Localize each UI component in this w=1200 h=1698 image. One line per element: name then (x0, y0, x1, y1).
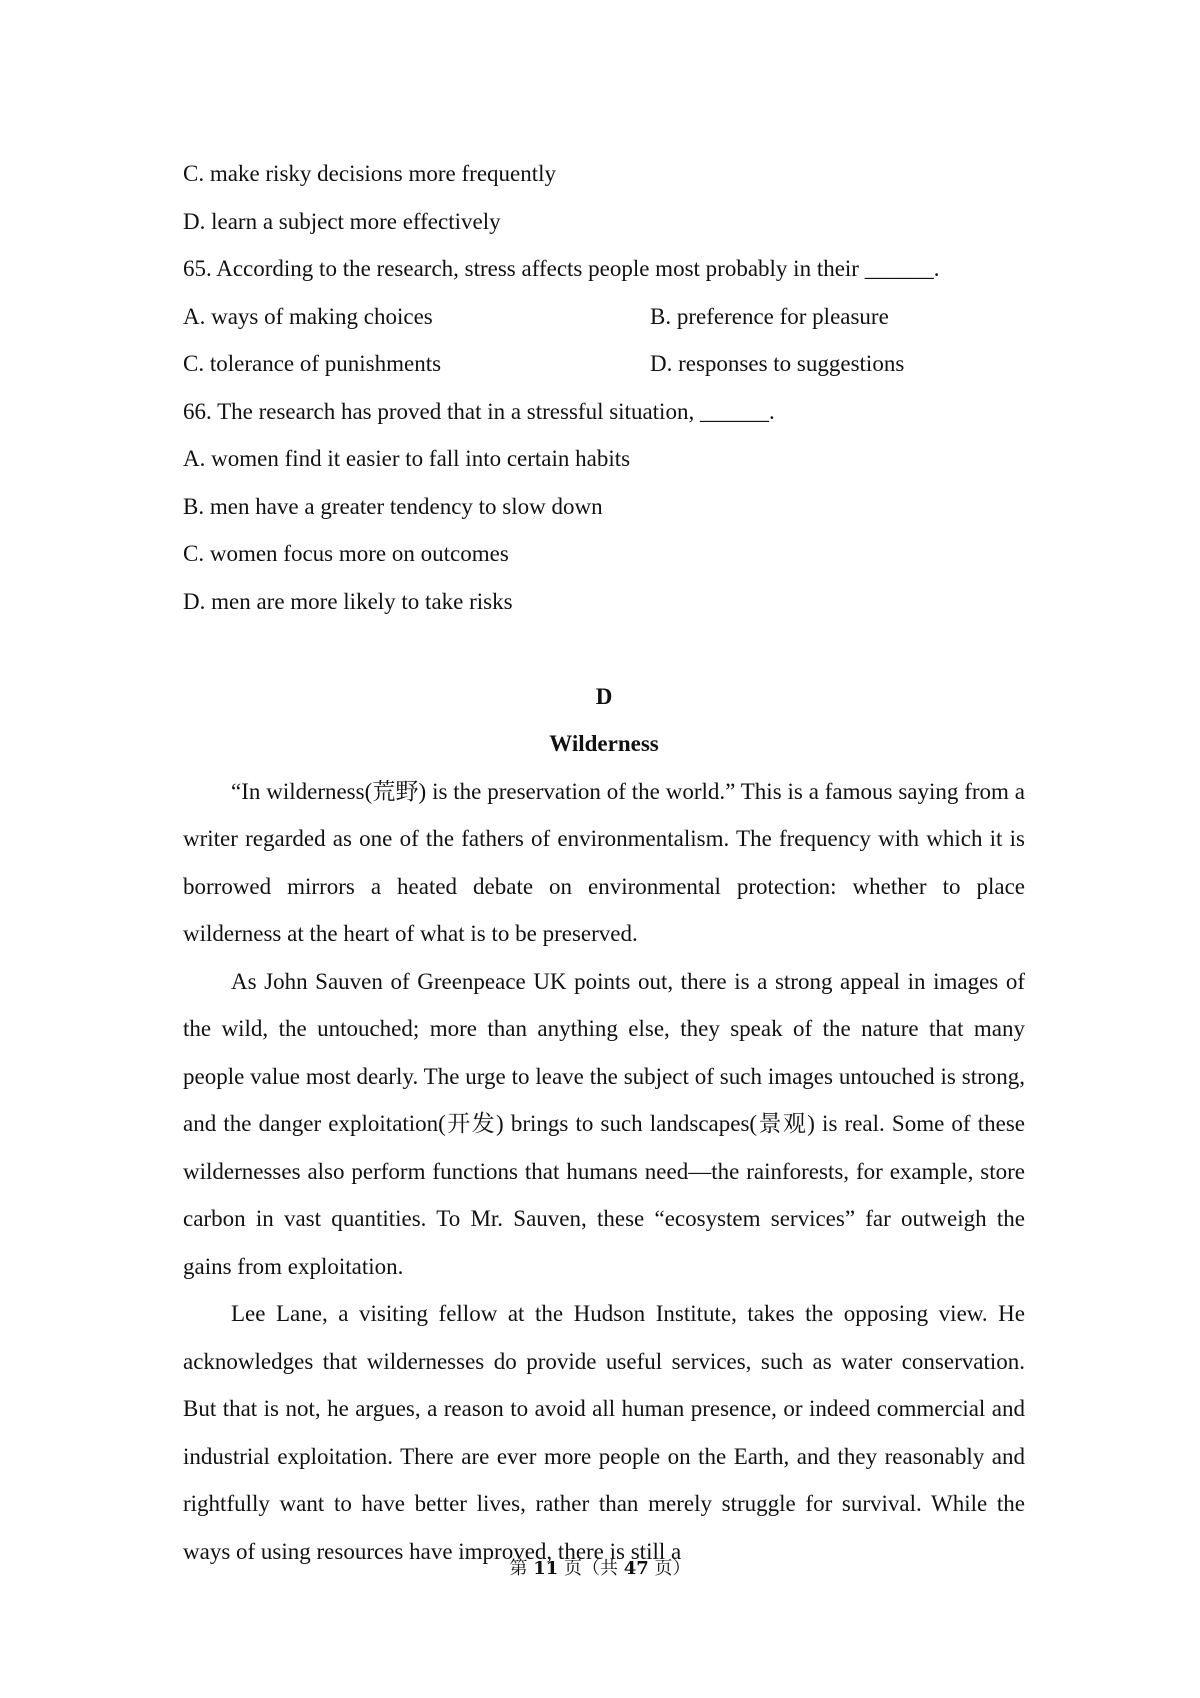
question-66-option-d: D. men are more likely to take risks (183, 588, 513, 614)
footer-middle: 页（共 (564, 1558, 618, 1579)
question-65-option-d: D. responses to suggestions (650, 351, 905, 376)
option-c-prev: C. make risky decisions more frequently (183, 161, 557, 186)
option-d-prev: D. learn a subject more effectively (183, 208, 501, 234)
passage-paragraph-1: “In wilderness(荒野) is the preservation of the world.” This is a famous saying from a writer regarded as one of the fathers of environmentalism. The frequency with which it is borrowed mirrors a heated debate on environmental protection: whether to place wilderness at the heart of what is to be preserved. (183, 778, 1025, 946)
section-letter: D (595, 683, 613, 709)
question-65-option-c: C. tolerance of punishments (183, 351, 442, 376)
question-66-stem: 66. The research has proved that in a stressful situation, ______. (183, 398, 775, 424)
footer-total-pages: 47 (623, 1558, 649, 1579)
passage-paragraph-2: As John Sauven of Greenpeace UK points out, there is a strong appeal in images of the wild, the untouched; more than anything else, they speak of the nature that many people value most dearly. The urge to leave the subject of such images untouched is strong, and the danger exploitation(开发) brings to such landscapes(景观) is real. Some of these wildernesses also perform functions that humans need—the rainforests, for example, store carbon in vast quantities. To Mr. Sauven, these “ecosystem services” far outweigh the gains from exploitation. (183, 968, 1025, 1279)
passage-body (183, 768, 1025, 1576)
question-66-option-c: C. women focus more on outcomes (183, 541, 509, 566)
question-65-option-a: A. ways of making choices (183, 303, 433, 329)
question-65-options-row-2 (183, 340, 1025, 388)
section-spacer (183, 625, 1025, 673)
passage-paragraph-3: Lee Lane, a visiting fellow at the Hudson Institute, takes the opposing view. He acknowledges that wildernesses do provide useful services, such as water conservation. But that is not, he argues, a reason to avoid all human presence, or indeed commercial and industrial exploitation. There are ever more people on the Earth, and they reasonably and rightfully want to have better lives, rather than merely struggle for survival. While the ways of using resources have improved, there is still a (183, 1301, 1025, 1564)
question-65-options-row-1 (183, 293, 1025, 341)
question-65-option-b: B. preference for pleasure (650, 303, 889, 329)
page-content (183, 150, 1025, 1575)
question-66-option-b: B. men have a greater tendency to slow down (183, 493, 603, 519)
question-66-option-a: A. women find it easier to fall into certain habits (183, 446, 631, 471)
question-65-stem: 65. According to the research, stress affects people most probably in their ______. (183, 256, 940, 281)
footer-prefix: 第 (509, 1558, 528, 1579)
page-footer (0, 1554, 1200, 1580)
footer-suffix: 页） (654, 1558, 691, 1579)
footer-page-number: 11 (533, 1558, 559, 1579)
passage-title: Wilderness (549, 731, 659, 756)
